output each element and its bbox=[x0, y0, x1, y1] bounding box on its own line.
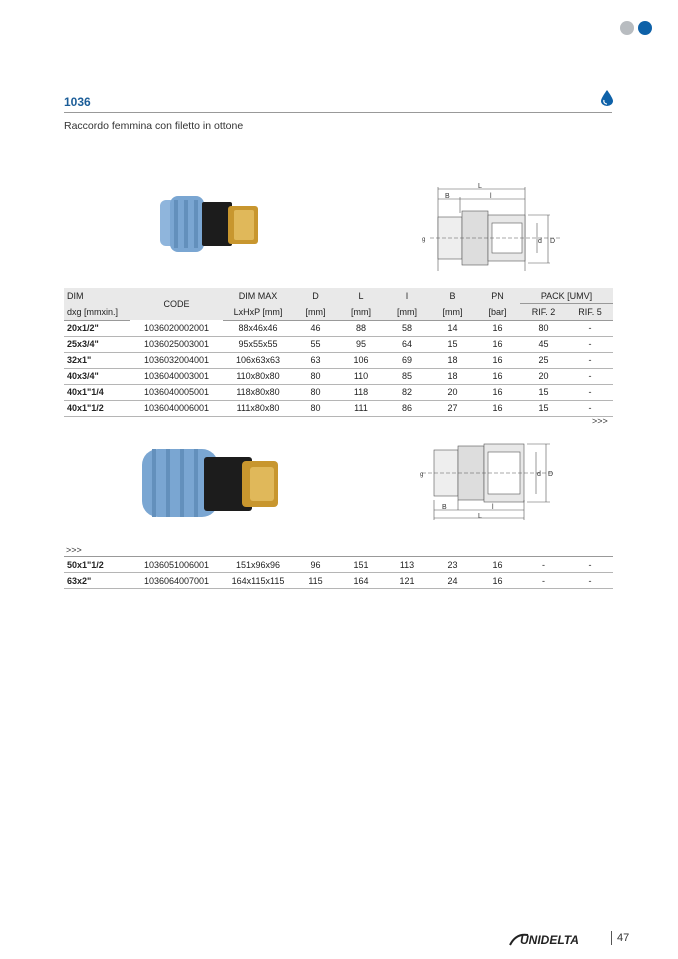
cell-rif5: - bbox=[567, 384, 613, 400]
cell-D: 80 bbox=[293, 384, 338, 400]
cell-L: 110 bbox=[338, 368, 384, 384]
cell-PN: 16 bbox=[475, 368, 520, 384]
cell-dim: 40x1"1/2 bbox=[64, 400, 130, 416]
title-divider bbox=[64, 112, 612, 113]
cell-dim: 63x2" bbox=[64, 573, 130, 589]
cell-L: 95 bbox=[338, 336, 384, 352]
table-row bbox=[64, 400, 613, 416]
header-code: CODE bbox=[130, 288, 223, 320]
dim-d-label: d bbox=[537, 471, 541, 478]
dim-D-label: D bbox=[550, 238, 556, 245]
cell-dim-max: 118x80x80 bbox=[223, 384, 293, 400]
blue-dot-icon bbox=[638, 21, 652, 35]
product-photo-large bbox=[138, 443, 283, 528]
cell-B: 18 bbox=[430, 352, 475, 368]
cell-code: 1036040003001 bbox=[130, 368, 223, 384]
header-PN: PN bbox=[475, 288, 520, 304]
cell-rif2: 20 bbox=[520, 368, 567, 384]
cell-L: 151 bbox=[338, 557, 384, 573]
header-L: L bbox=[338, 288, 384, 304]
cell-code: 1036025003001 bbox=[130, 336, 223, 352]
technical-drawing-1 bbox=[410, 183, 565, 278]
cell-l: 86 bbox=[384, 400, 430, 416]
cell-dim: 25x3/4" bbox=[64, 336, 130, 352]
cell-D: 80 bbox=[293, 400, 338, 416]
cell-D: 46 bbox=[293, 320, 338, 336]
footer-divider bbox=[611, 931, 612, 945]
cell-D: 115 bbox=[293, 573, 338, 589]
header-D: D bbox=[293, 288, 338, 304]
header-dim-sub: dxg [mmxin.] bbox=[64, 304, 130, 321]
cell-dim: 50x1"1/2 bbox=[64, 557, 130, 573]
technical-drawing-2 bbox=[412, 438, 557, 528]
cell-rif2: 15 bbox=[520, 384, 567, 400]
cell-dim-max: 106x63x63 bbox=[223, 352, 293, 368]
header-D-unit: [mm] bbox=[293, 304, 338, 321]
cell-l: 121 bbox=[384, 573, 430, 589]
cell-PN: 16 bbox=[475, 400, 520, 416]
dim-l-label: l bbox=[490, 193, 492, 200]
cell-PN: 16 bbox=[475, 384, 520, 400]
cell-L: 106 bbox=[338, 352, 384, 368]
cell-dim-max: 164x115x115 bbox=[223, 573, 293, 589]
cell-rif5: - bbox=[567, 352, 613, 368]
cell-dim: 40x1"1/4 bbox=[64, 384, 130, 400]
cell-rif2: 15 bbox=[520, 400, 567, 416]
table-row bbox=[64, 368, 613, 384]
table-row bbox=[64, 352, 613, 368]
cell-rif5: - bbox=[567, 368, 613, 384]
cell-rif2: 80 bbox=[520, 320, 567, 336]
cell-dim-max: 95x55x55 bbox=[223, 336, 293, 352]
spec-table-continued bbox=[64, 556, 613, 589]
dim-L-label: L bbox=[478, 183, 482, 190]
cell-dim-max: 151x96x96 bbox=[223, 557, 293, 573]
header-dim-max-sub: LxHxP [mm] bbox=[223, 304, 293, 321]
dim-D-label: D bbox=[548, 471, 554, 478]
dim-g-label: g bbox=[422, 237, 426, 243]
dim-B-label: B bbox=[442, 504, 447, 511]
cell-B: 18 bbox=[430, 368, 475, 384]
cell-D: 63 bbox=[293, 352, 338, 368]
cell-D: 80 bbox=[293, 368, 338, 384]
cell-B: 20 bbox=[430, 384, 475, 400]
header-l: l bbox=[384, 288, 430, 304]
water-drop-icon bbox=[601, 90, 613, 111]
table-row bbox=[64, 557, 613, 573]
cell-B: 27 bbox=[430, 400, 475, 416]
cell-rif2: - bbox=[520, 557, 567, 573]
cell-PN: 16 bbox=[475, 336, 520, 352]
cell-dim-max: 110x80x80 bbox=[223, 368, 293, 384]
cell-B: 14 bbox=[430, 320, 475, 336]
nav-dots-icon bbox=[620, 21, 658, 35]
cell-D: 96 bbox=[293, 557, 338, 573]
cell-l: 64 bbox=[384, 336, 430, 352]
cell-PN: 16 bbox=[475, 573, 520, 589]
continuation-marker: >>> bbox=[66, 545, 82, 555]
cell-rif2: 45 bbox=[520, 336, 567, 352]
cell-code: 1036051006001 bbox=[130, 557, 223, 573]
dim-l-label: l bbox=[492, 504, 494, 511]
dim-d-label: d bbox=[538, 238, 542, 245]
header-B: B bbox=[430, 288, 475, 304]
cell-dim-max: 111x80x80 bbox=[223, 400, 293, 416]
header-rif2: RIF. 2 bbox=[520, 304, 567, 321]
cell-code: 1036020002001 bbox=[130, 320, 223, 336]
page-number: 47 bbox=[617, 932, 630, 944]
cell-PN: 16 bbox=[475, 320, 520, 336]
cell-B: 24 bbox=[430, 573, 475, 589]
header-rif5: RIF. 5 bbox=[567, 304, 613, 321]
header-PN-unit: [bar] bbox=[475, 304, 520, 321]
cell-dim: 20x1/2" bbox=[64, 320, 130, 336]
cell-l: 58 bbox=[384, 320, 430, 336]
header-pack: PACK [UMV] bbox=[520, 288, 613, 304]
cell-dim: 40x3/4" bbox=[64, 368, 130, 384]
cell-code: 1036064007001 bbox=[130, 573, 223, 589]
cell-rif5: - bbox=[567, 336, 613, 352]
cell-dim-max: 88x46x46 bbox=[223, 320, 293, 336]
header-B-unit: [mm] bbox=[430, 304, 475, 321]
cell-l: 69 bbox=[384, 352, 430, 368]
table-row bbox=[64, 573, 613, 589]
cell-rif5: - bbox=[567, 557, 613, 573]
brand-name: UNIDELTA bbox=[520, 933, 579, 947]
cell-B: 23 bbox=[430, 557, 475, 573]
cell-l: 85 bbox=[384, 368, 430, 384]
dim-B-label: B bbox=[445, 193, 450, 200]
cell-rif2: - bbox=[520, 573, 567, 589]
product-code-title: 1036 bbox=[64, 95, 91, 109]
header-dim: DIM bbox=[64, 288, 130, 304]
cell-code: 1036040005001 bbox=[130, 384, 223, 400]
cell-D: 55 bbox=[293, 336, 338, 352]
cell-L: 118 bbox=[338, 384, 384, 400]
cell-PN: 16 bbox=[475, 557, 520, 573]
cell-rif5: - bbox=[567, 400, 613, 416]
cell-code: 1036032004001 bbox=[130, 352, 223, 368]
cell-L: 88 bbox=[338, 320, 384, 336]
table-row bbox=[64, 336, 613, 352]
dim-g-label: g bbox=[420, 472, 424, 478]
product-subtitle: Raccordo femmina con filetto in ottone bbox=[64, 120, 244, 132]
table-row bbox=[64, 384, 613, 400]
table-row bbox=[64, 320, 613, 336]
cell-rif5: - bbox=[567, 320, 613, 336]
header-dim-max: DIM MAX bbox=[223, 288, 293, 304]
cell-dim: 32x1" bbox=[64, 352, 130, 368]
cell-l: 82 bbox=[384, 384, 430, 400]
cell-code: 1036040006001 bbox=[130, 400, 223, 416]
cell-rif5: - bbox=[567, 573, 613, 589]
unidelta-logo bbox=[508, 931, 608, 952]
cell-B: 15 bbox=[430, 336, 475, 352]
cell-PN: 16 bbox=[475, 352, 520, 368]
cell-L: 111 bbox=[338, 400, 384, 416]
dim-L-label: L bbox=[478, 513, 482, 520]
continued-marker: >>> bbox=[592, 416, 608, 426]
header-l-unit: [mm] bbox=[384, 304, 430, 321]
spec-table bbox=[64, 288, 613, 417]
cell-l: 113 bbox=[384, 557, 430, 573]
cell-rif2: 25 bbox=[520, 352, 567, 368]
grey-dot-icon bbox=[620, 21, 634, 35]
cell-L: 164 bbox=[338, 573, 384, 589]
header-L-unit: [mm] bbox=[338, 304, 384, 321]
product-photo-small bbox=[150, 190, 265, 265]
